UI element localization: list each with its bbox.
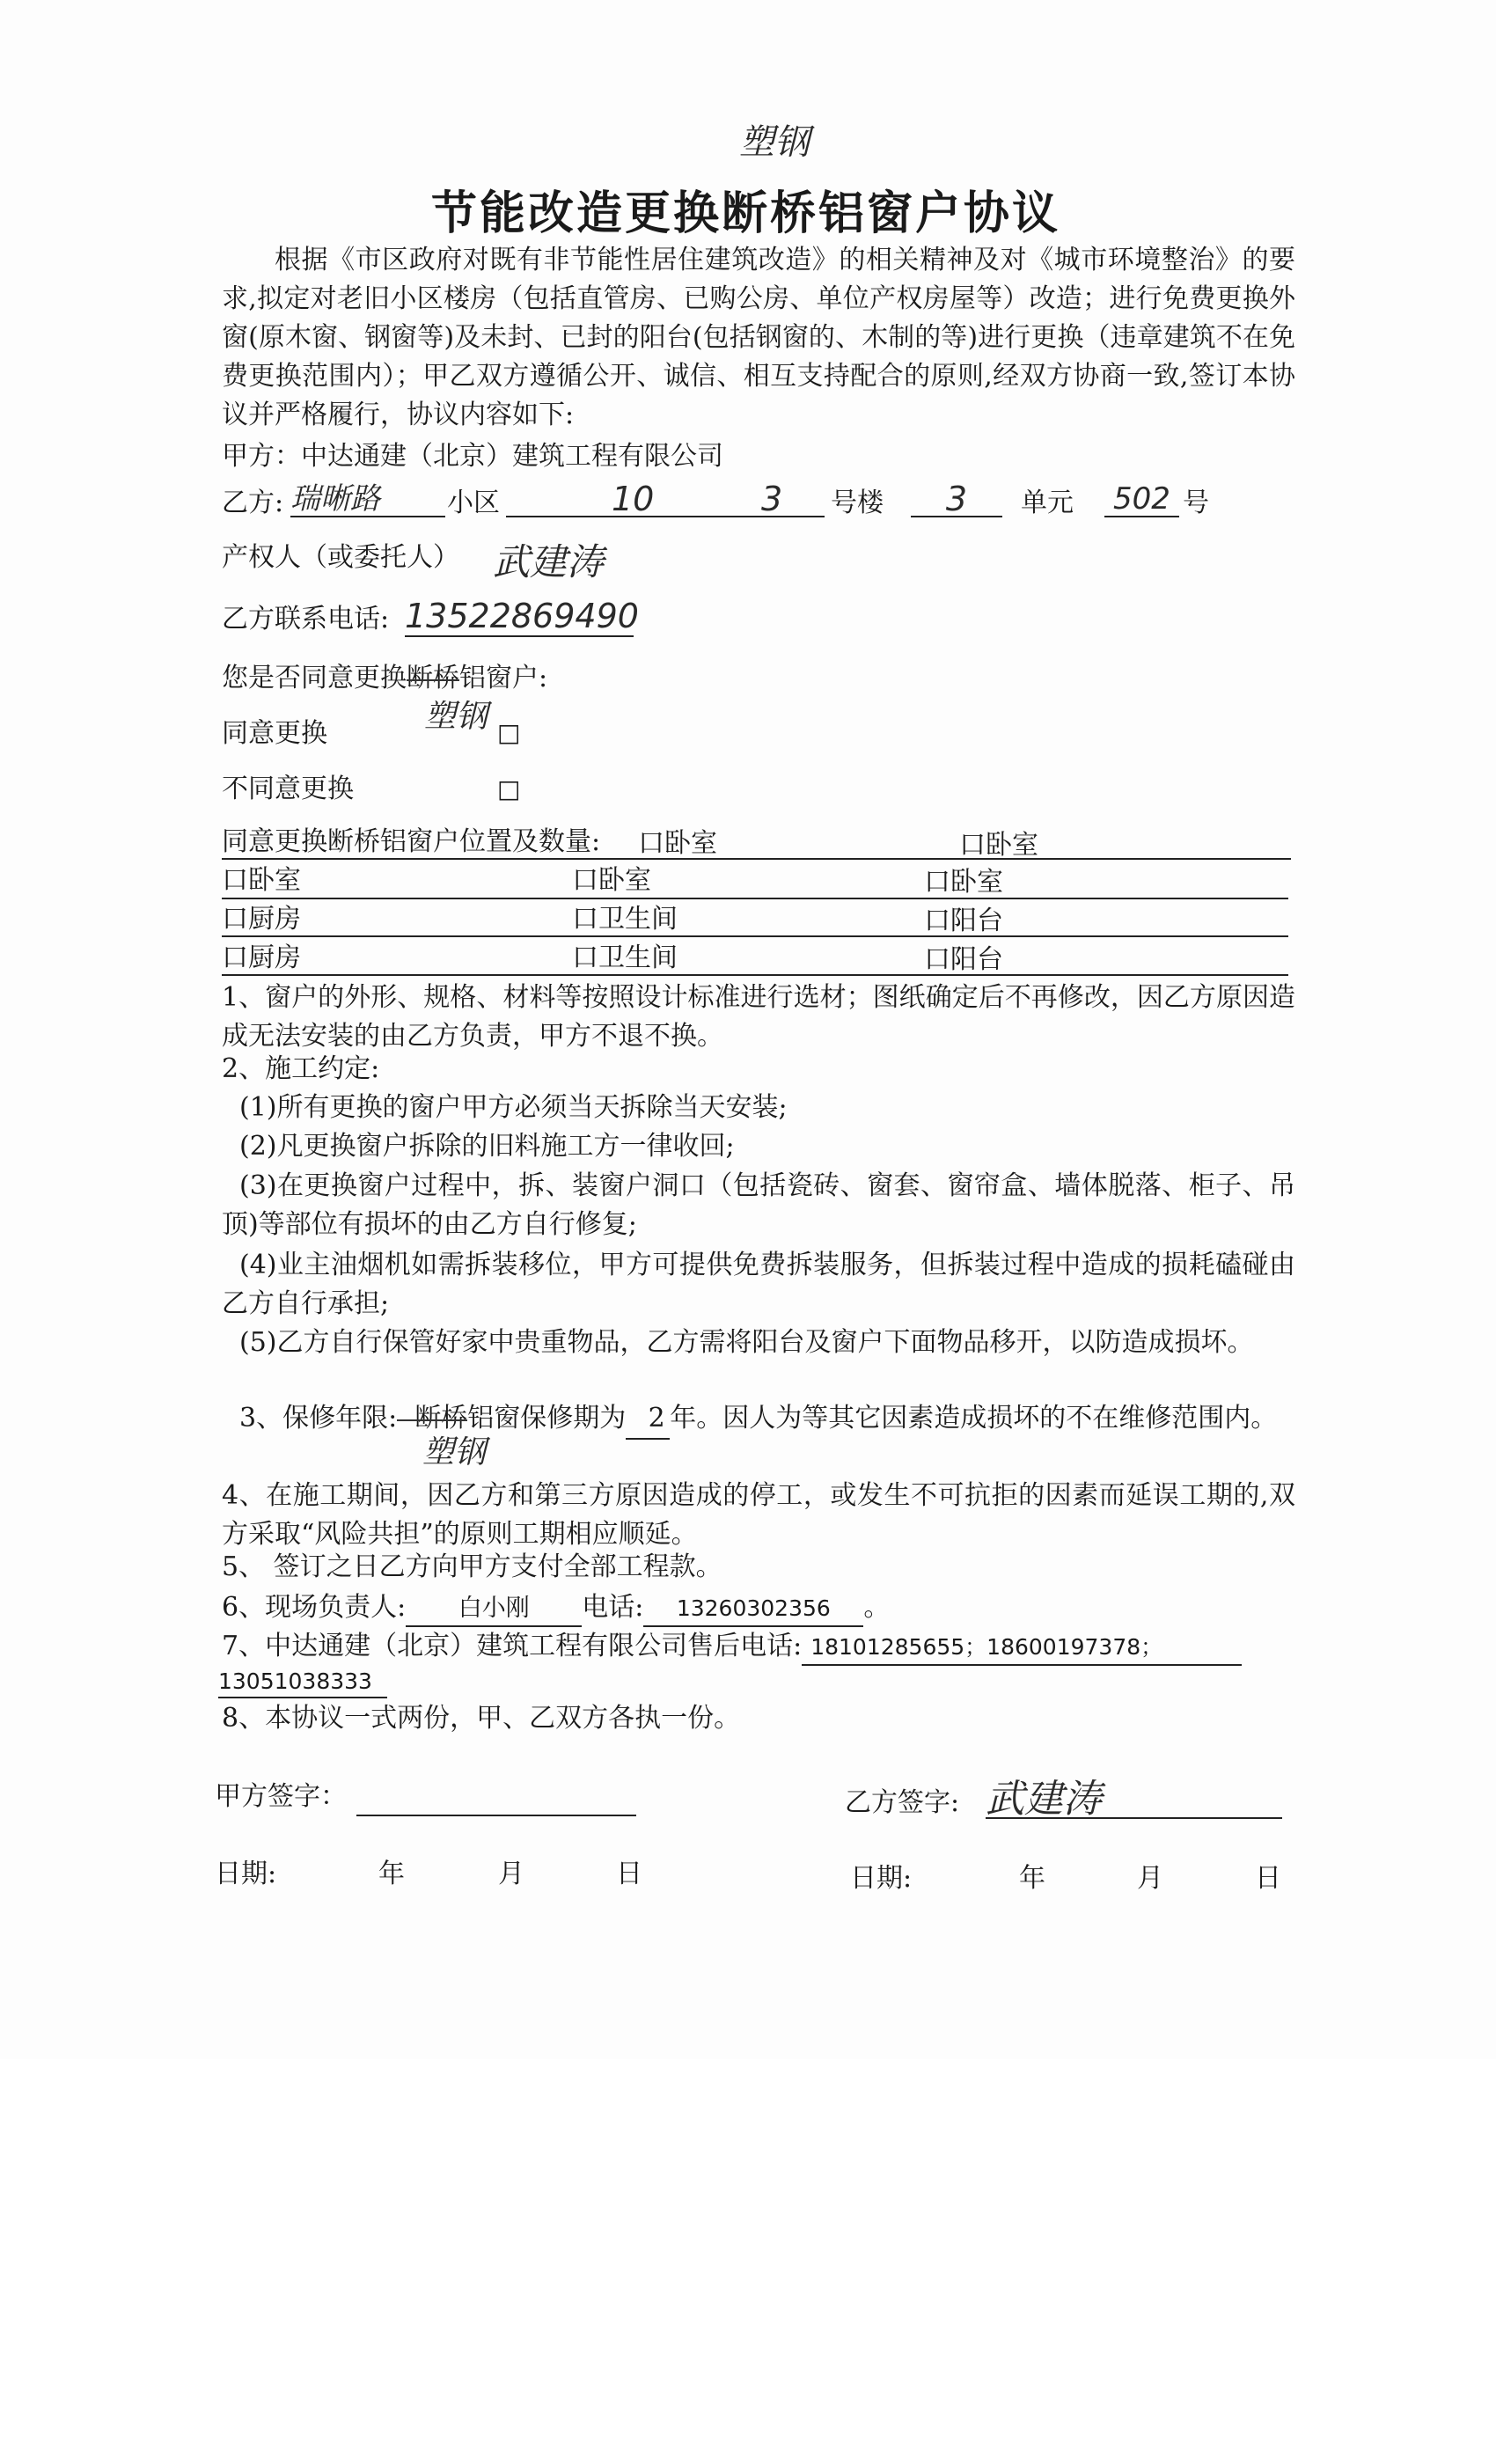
building-label: 号楼 <box>831 488 884 518</box>
community-label: 小区 <box>447 488 500 518</box>
clause-6-end: 。 <box>863 1592 891 1623</box>
consent-question <box>222 662 547 695</box>
consent-correction: 塑钢 <box>424 699 488 735</box>
positions-heading: 同意更换断桥铝窗户位置及数量: <box>222 826 601 857</box>
party-a: 甲方：中达通建（北京）建筑工程有限公司 <box>222 441 723 472</box>
site-manager-phone: 13260302356 <box>643 1592 863 1627</box>
party-b-date-month: 月 <box>1137 1863 1163 1894</box>
party-a-signature-label: 甲方签字： <box>215 1781 347 1812</box>
positions-rule-2 <box>222 898 1288 899</box>
party-b-label: 乙方: <box>222 488 284 518</box>
clause-3-mid: 铝窗保修期为 <box>467 1403 627 1434</box>
clause-3-correction: 塑钢 <box>422 1434 487 1470</box>
clause-6-phone-label: 电话: <box>582 1592 644 1623</box>
clause-7-label: 7、中达通建（北京）建筑工程有限公司售后电话: <box>222 1631 803 1661</box>
clause-3-pre: 3、保修年限: <box>239 1403 398 1434</box>
agree-checkbox[interactable]: □ <box>497 718 521 747</box>
unit-label: 单元 <box>1021 488 1074 518</box>
consent-question-struck: 断桥 <box>407 663 459 693</box>
party-a-signature-line[interactable] <box>356 1815 636 1816</box>
party-a-date-year: 年 <box>378 1859 405 1889</box>
block-number-1: 10 <box>612 480 655 518</box>
clause-2-heading: 2、施工约定: <box>222 1053 380 1084</box>
clause-3 <box>222 1399 1295 1440</box>
party-a-date-day: 日 <box>616 1859 642 1889</box>
party-b-signature-label: 乙方签字: <box>845 1787 960 1818</box>
clause-2-4: (4)业主油烟机如需拆装移位，甲方可提供免费拆装服务，但拆装过程中造成的损耗磕碰由乙方自行承担; <box>222 1250 1295 1319</box>
clause-4: 4、在施工期间，因乙方和第三方原因造成的停工，或发生不可抗拒的因素而延误工期的,双方采取“风险共担”的原则工期相应顺延。 <box>222 1480 1295 1550</box>
positions-rule-3 <box>222 935 1288 937</box>
after-sales-phone-2: 13051038333 <box>218 1667 387 1698</box>
warranty-years: 2 <box>626 1399 670 1440</box>
clause-3-struck: 断桥 <box>397 1399 467 1438</box>
position-r1-c2[interactable]: 口卧室 <box>924 867 1003 898</box>
clause-5: 5、 签订之日乙方向甲方支付全部工程款。 <box>222 1551 722 1582</box>
clause-6-label: 6、现场负责人: <box>222 1592 407 1623</box>
position-r1-c0[interactable]: 口卧室 <box>222 865 301 896</box>
disagree-label: 不同意更换 <box>222 774 354 804</box>
building-field <box>506 482 825 517</box>
position-r3-c1[interactable]: 口卫生间 <box>572 942 678 973</box>
party-a-date-label: 日期: <box>215 1859 277 1889</box>
owner-signature: 武建涛 <box>493 540 605 583</box>
room-label: 号 <box>1183 488 1209 518</box>
party-b-signature: 武建涛 <box>986 1777 1102 1822</box>
disagree-checkbox[interactable]: □ <box>497 774 521 803</box>
position-r2-c2[interactable]: 口阳台 <box>924 906 1003 936</box>
party-b-signature-line <box>986 1817 1282 1819</box>
consent-question-post: 铝窗户: <box>459 663 548 693</box>
position-r0-c0[interactable]: 口卧室 <box>638 828 717 859</box>
agree-label: 同意更换 <box>222 718 327 749</box>
block-number-2: 3 <box>761 480 783 518</box>
intro-paragraph: 根据《市区政府对既有非节能性居住建筑改造》的相关精神及对《城市环境整治》的要求,拟定对老旧小区楼房（包括直管房、已购公房、单位产权房屋等）改造；进行免费更换外窗(原木窗、钢窗等)及未封、已封的阳台(包括钢窗的、木制的等)进行更换（违章建筑不在免费更换范围内）；甲乙双方遵循公开、诚信、相互支持配合的原则,经双方协商一致,签订本协议并严格履行，协议内容如下: <box>222 245 1295 430</box>
position-r1-c1[interactable]: 口卧室 <box>572 865 651 896</box>
party-b-date-year: 年 <box>1019 1863 1045 1894</box>
community-field: 瑞晰路 <box>290 482 445 517</box>
party-a-date-month: 月 <box>498 1859 524 1889</box>
positions-rule-4 <box>222 974 1288 976</box>
clause-7 <box>222 1630 1242 1666</box>
phone-label: 乙方联系电话: <box>222 604 390 634</box>
clause-2-5: (5)乙方自行保管好家中贵重物品，乙方需将阳台及窗户下面物品移开，以防造成损坏。 <box>239 1327 1254 1358</box>
position-r2-c0[interactable]: 口厨房 <box>222 904 301 935</box>
clause-8: 8、本协议一式两份，甲、乙双方各执一份。 <box>222 1703 741 1734</box>
clause-6 <box>222 1591 890 1627</box>
position-r3-c0[interactable]: 口厨房 <box>222 942 301 973</box>
phone-value: 13522869490 <box>405 597 639 635</box>
owner-label: 产权人（或委托人） <box>222 542 459 573</box>
position-r0-c1[interactable]: 口卧室 <box>959 830 1038 861</box>
positions-rule-1 <box>222 858 1291 860</box>
consent-question-pre: 您是否同意更换 <box>222 663 407 693</box>
clause-3-post: 年。因人为等其它因素造成损坏的不在维修范围内。 <box>670 1403 1278 1434</box>
clause-2-2: (2)凡更换窗户拆除的旧料施工方一律收回; <box>239 1131 735 1162</box>
site-manager-name: 白小刚 <box>406 1592 582 1627</box>
document-title: 节能改造更换断桥铝窗户协议 <box>431 187 1061 240</box>
clause-2-3: (3)在更换窗户过程中，拆、装窗户洞口（包括瓷砖、窗套、窗帘盒、墙体脱落、柜子、吊顶)等部位有损坏的由乙方自行修复; <box>222 1170 1295 1240</box>
handwritten-note-top: 塑钢 <box>739 122 810 163</box>
clause-2-1: (1)所有更换的窗户甲方必须当天拆除当天安装; <box>239 1092 788 1123</box>
after-sales-phones: 18101285655；18600197378； <box>802 1631 1242 1666</box>
position-r3-c2[interactable]: 口阳台 <box>924 944 1003 975</box>
position-r2-c1[interactable]: 口卫生间 <box>572 904 678 935</box>
party-b-date-day: 日 <box>1255 1863 1281 1894</box>
clause-1: 1、窗户的外形、规格、材料等按照设计标准进行选材；图纸确定后不再修改，因乙方原因造成无法安装的由乙方负责，甲方不退不换。 <box>222 982 1295 1052</box>
party-b-date-label: 日期: <box>850 1863 913 1894</box>
room-field: 502 <box>1104 482 1179 517</box>
unit-field: 3 <box>911 482 1002 517</box>
